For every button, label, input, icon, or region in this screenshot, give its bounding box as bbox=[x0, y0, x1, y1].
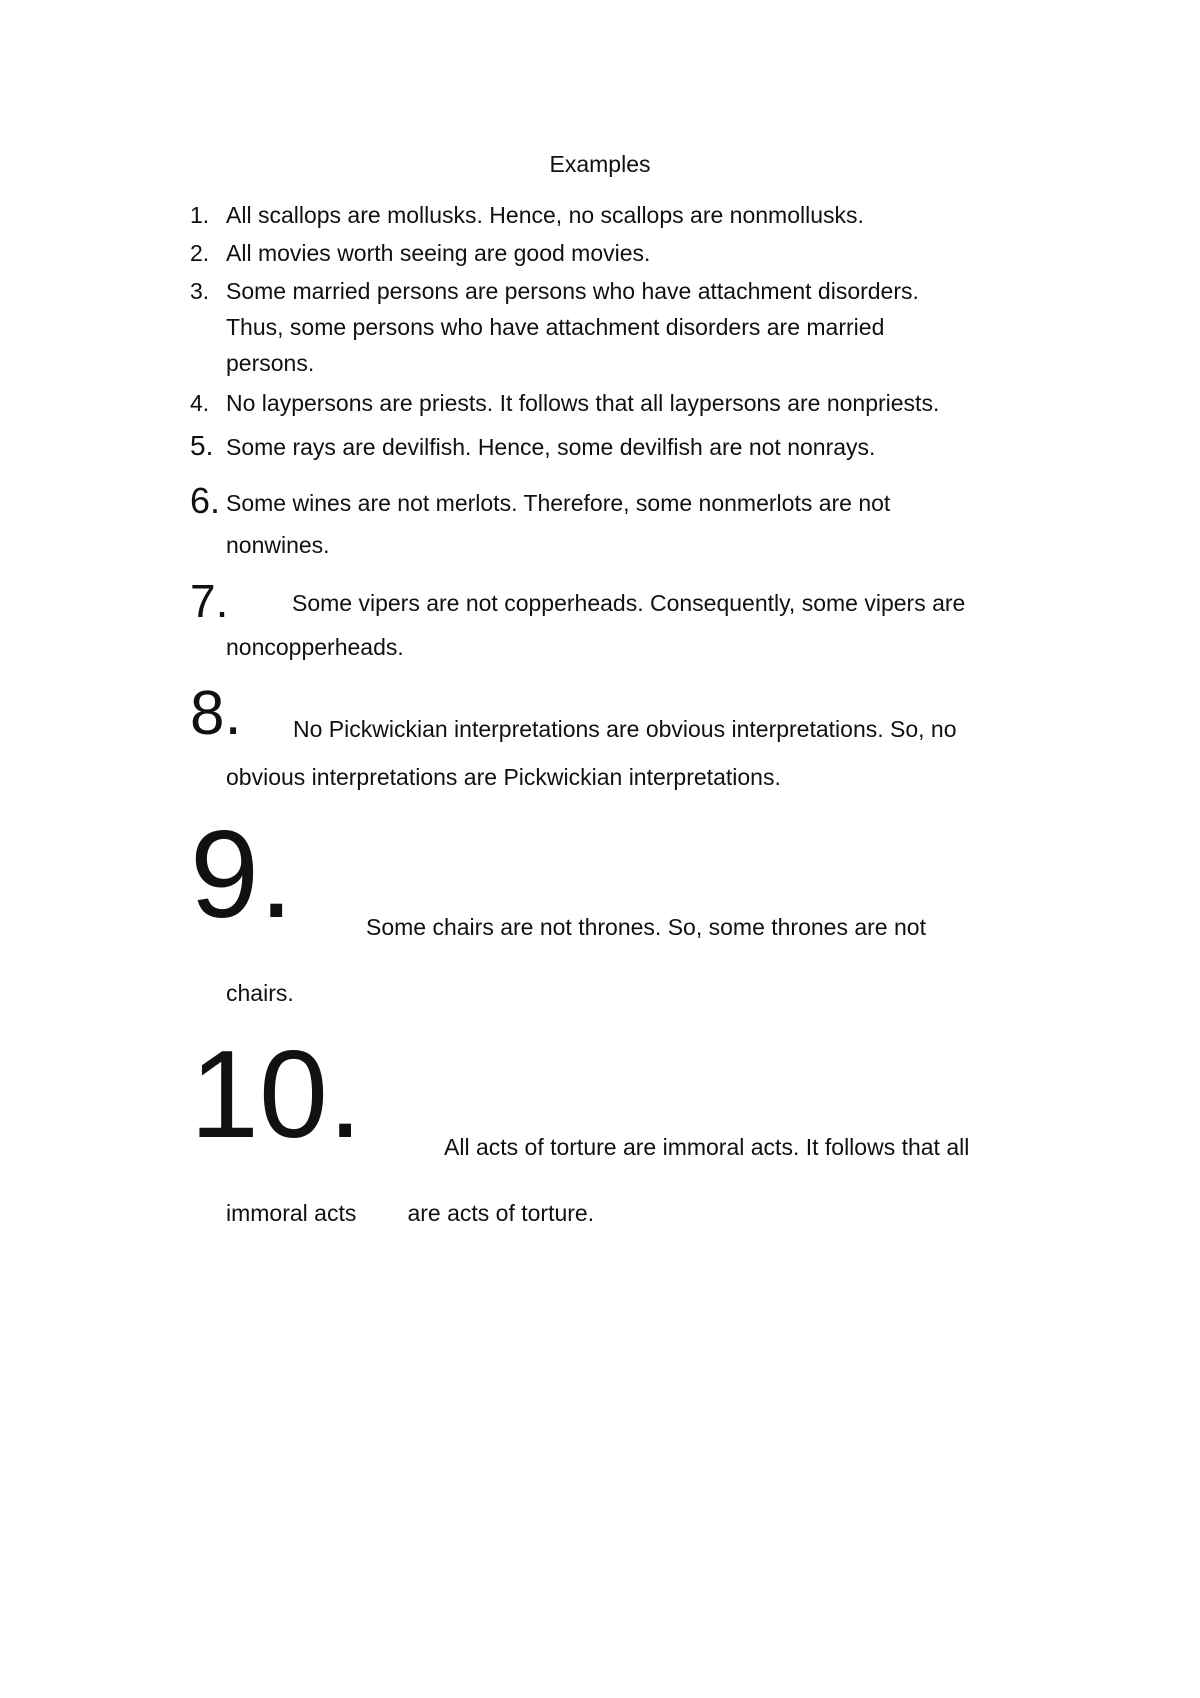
item-text: No laypersons are priests. It follows that all laypersons are nonpriests. bbox=[226, 390, 940, 416]
item-text: All scallops are mollusks. Hence, no scallops are nonmollusks. bbox=[226, 202, 864, 228]
item-number: 6. bbox=[190, 480, 221, 521]
item-number: 10. bbox=[190, 1026, 363, 1164]
item-number: 8. bbox=[190, 679, 242, 748]
item-text: persons. bbox=[226, 350, 315, 376]
item-number: 9. bbox=[190, 806, 294, 944]
item-text: noncopperheads. bbox=[226, 634, 404, 660]
item-text: No Pickwickian interpretations are obvious interpretations. So, no bbox=[293, 716, 957, 742]
item-text: Some vipers are not copperheads. Consequently, some vipers are bbox=[292, 590, 966, 616]
item-number: 5. bbox=[190, 430, 214, 461]
item-number: 7. bbox=[190, 575, 229, 627]
item-text: obvious interpretations are Pickwickian interpretations. bbox=[226, 764, 781, 790]
item-text: Thus, some persons who have attachment disorders are married bbox=[226, 314, 885, 340]
item-text: Some rays are devilfish. Hence, some devilfish are not nonrays. bbox=[226, 434, 876, 460]
item-text: Some chairs are not thrones. So, some thrones are not bbox=[366, 914, 926, 940]
item-number: 4. bbox=[190, 390, 210, 416]
page-title: Examples bbox=[549, 151, 651, 177]
item-number: 2. bbox=[190, 240, 210, 266]
item-text: All acts of torture are immoral acts. It follows that all bbox=[444, 1134, 970, 1160]
item-number: 3. bbox=[190, 278, 210, 304]
item-text: Some wines are not merlots. Therefore, some nonmerlots are not bbox=[226, 490, 891, 516]
item-text: nonwines. bbox=[226, 532, 330, 558]
item-text: Some married persons are persons who have attachment disorders. bbox=[226, 278, 919, 304]
item-text: immoral acts are acts of torture. bbox=[226, 1200, 595, 1226]
item-text: All movies worth seeing are good movies. bbox=[226, 240, 651, 266]
item-text: chairs. bbox=[226, 980, 294, 1006]
item-number: 1. bbox=[190, 202, 210, 228]
